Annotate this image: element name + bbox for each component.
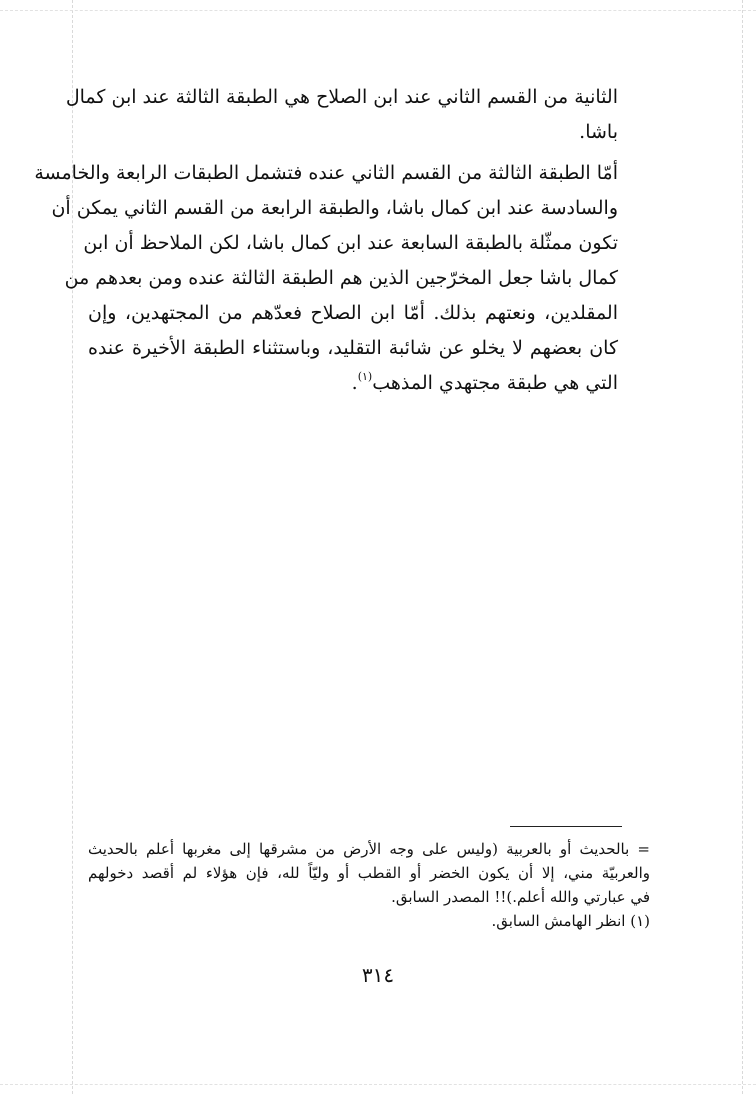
footnote-line: = بالحديث أو بالعربية (وليس على وجه الأرض من مشرقها إلى مغربها أعلم بالحديث — [88, 840, 650, 858]
footnote-line: والعربيّة مني، إلا أن يكون الخضر أو القطب أو وليّاً لله، فإن هؤلاء لم أقصد دخولهم — [88, 864, 650, 882]
footnote-separator — [510, 826, 622, 827]
footnote-line: في عبارتي والله أعلم.)!! المصدر السابق. — [391, 888, 650, 906]
footnote-1: (١) انظر الهامش السابق. — [491, 912, 650, 930]
text-line: أمّا الطبقة الثالثة من القسم الثاني عنده فتشمل الطبقات الرابعة والخامسة — [34, 162, 618, 184]
paragraph-2 — [34, 156, 618, 401]
text-line: الثانية من القسم الثاني عند ابن الصلاح هي الطبقة الثالثة عند ابن كمال — [65, 86, 618, 108]
sentence-period: . — [351, 372, 358, 394]
text-line: كان بعضهم لا يخلو عن شائبة التقليد، وباستثناء الطبقة الأخيرة عنده — [88, 337, 618, 359]
text-line: كمال باشا جعل المخرّجين الذين هم الطبقة الثالثة عنده ومن بعدهم من — [64, 267, 618, 289]
page-number: ٣١٤ — [361, 963, 395, 987]
footnotes — [88, 837, 650, 933]
text-line: باشا. — [579, 121, 618, 143]
text-line: التي هي طبقة مجتهدي المذهب — [372, 372, 618, 394]
text-line: المقلدين، ونعتهم بذلك. أمّا ابن الصلاح فعدّهم من المجتهدين، وإن — [88, 302, 618, 324]
footnote-marker: (١) — [357, 370, 373, 383]
text-line: والسادسة عند ابن كمال باشا، والطبقة الرابعة من القسم الثاني يمكن أن — [51, 197, 618, 219]
scan-guide-line — [742, 0, 743, 1094]
scan-guide-line — [0, 1084, 756, 1085]
paragraph-1 — [65, 80, 618, 150]
text-line-with-footnote — [88, 366, 618, 401]
text-line: تكون ممثّلة بالطبقة السابعة عند ابن كمال باشا، لكن الملاحظ أن ابن — [83, 232, 618, 254]
scan-guide-line — [0, 10, 756, 11]
